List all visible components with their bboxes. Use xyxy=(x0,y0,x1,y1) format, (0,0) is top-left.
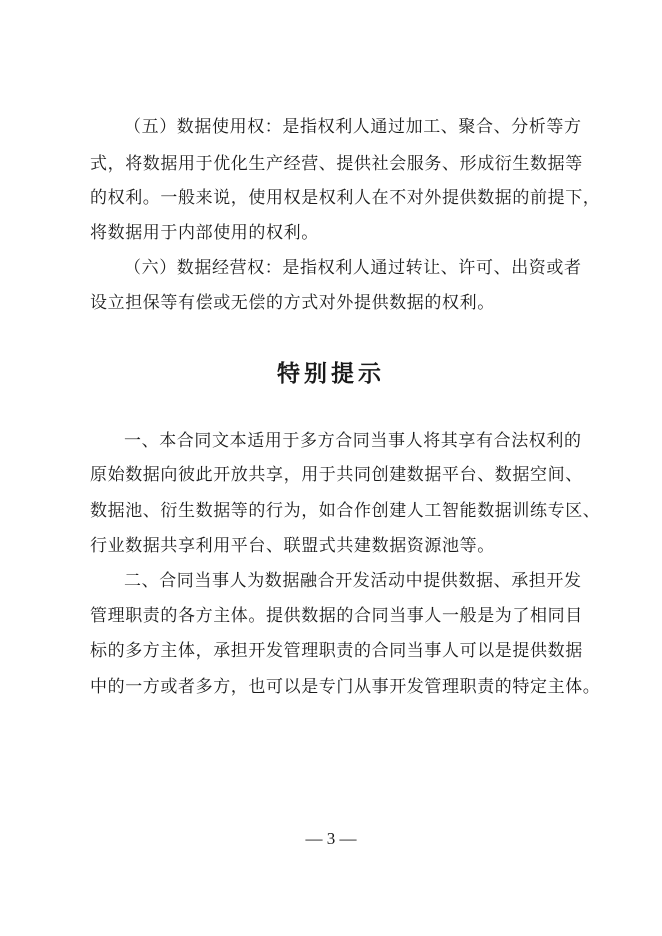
note-two-line-3: 标的多方主体，承担开发管理职责的合同当事人可以是提供数据 xyxy=(90,641,583,661)
section-six-line-2: 设立担保等有偿或无偿的方式对外提供数据的权利。 xyxy=(90,293,495,313)
note-one-line-2: 原始数据向彼此开放共享，用于共同创建数据平台、数据空间、 xyxy=(90,465,583,485)
note-one-line-4: 行业数据共享利用平台、联盟式共建数据资源池等。 xyxy=(90,536,495,556)
note-two-line-2: 管理职责的各方主体。提供数据的合同当事人一般是为了相同目 xyxy=(90,606,583,626)
note-two-line-4: 中的一方或者多方，也可以是专门从事开发管理职责的特定主体。 xyxy=(90,677,601,697)
section-five-line-1: （五）数据使用权：是指权利人通过加工、聚合、分析等方 xyxy=(124,117,582,137)
section-five-line-2: 式，将数据用于优化生产经营、提供社会服务、形成衍生数据等 xyxy=(90,154,583,174)
note-one-line-3: 数据池、衍生数据等的行为，如合作创建人工智能数据训练专区、 xyxy=(90,501,601,521)
note-one-line-1: 一、本合同文本适用于多方合同当事人将其享有合法权利的 xyxy=(124,431,582,451)
section-six-line-1: （六）数据经营权：是指权利人通过转让、许可、出资或者 xyxy=(124,258,582,278)
section-five-line-4: 将数据用于内部使用的权利。 xyxy=(90,223,319,243)
note-two-line-1: 二、合同当事人为数据融合开发活动中提供数据、承担开发 xyxy=(124,571,582,591)
page-number: — 3 — xyxy=(305,829,357,848)
section-five-line-3: 的权利。一般来说，使用权是权利人在不对外提供数据的前提下， xyxy=(90,188,601,208)
section-heading: 特别提示 xyxy=(277,360,385,387)
